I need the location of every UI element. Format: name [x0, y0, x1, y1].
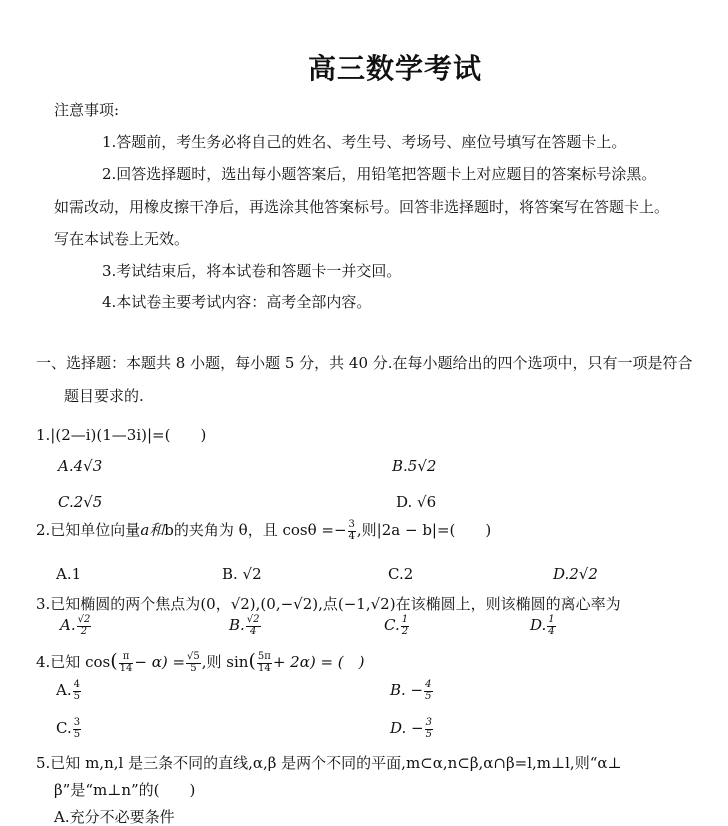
q3-option-c-den: 2 [401, 625, 409, 637]
q4-paren-open-1: ( [110, 650, 118, 672]
notice-item-2-line1: 2.回答选择题时，选出每小题答案后，用铅笔把答题卡上对应题目的答案标号涂黑。 [102, 165, 657, 183]
q4-stem-suffix: + 2α) = ( ) [272, 653, 365, 671]
q2-fraction [348, 520, 356, 542]
q2-option-c: C.2 [388, 565, 414, 583]
q3-option-b-den: 4 [249, 625, 257, 637]
q4-option-d-prefix: D. − [390, 719, 424, 737]
exam-title: 高三数学考试 [307, 52, 482, 85]
q4-fraction-3-den: 14 [257, 662, 271, 674]
q4-option-a-fraction [73, 680, 81, 702]
q4-option-a [56, 680, 82, 702]
q4-option-d-fraction [425, 718, 433, 740]
q5-option-a: A.充分不必要条件 [54, 808, 175, 826]
q4-fraction-2-num: √5 [187, 651, 200, 662]
q3-option-b-num: √2 [246, 614, 260, 625]
section-1-heading: 一、选择题：本题共 8 小题，每小题 5 分，共 40 分.在每小题给出的四个选项中，只有一项是符合 [36, 354, 693, 372]
q4-option-b [390, 680, 434, 702]
q2-fraction-den: 4 [348, 530, 355, 542]
q3-option-a-fraction [77, 615, 92, 637]
q3-option-a [60, 615, 92, 637]
q3-option-b [229, 615, 262, 637]
q4-fraction-1-num: π [119, 652, 134, 664]
q4-stem [36, 650, 365, 674]
q4-option-c [56, 718, 82, 740]
q3-option-c-prefix: C. [384, 616, 400, 634]
notice-item-4: 4.本试卷主要考试内容：高考全部内容。 [102, 293, 372, 311]
notice-item-2-line2: 如需改动，用橡皮擦干净后，再选涂其他答案标号。回答非选择题时，将答案写在答题卡上。 [54, 198, 670, 216]
q3-option-d-prefix: D. [530, 616, 547, 634]
q3-option-b-prefix: B. [229, 616, 245, 634]
q4-stem-mid2: ,则 sin [201, 653, 249, 671]
q3-option-a-den: 2 [80, 625, 88, 637]
q4-fraction-1-den: 14 [119, 662, 133, 674]
q2-vector-a: a [140, 521, 150, 539]
q3-option-b-fraction [246, 615, 261, 637]
q2-option-b: B. √2 [222, 565, 262, 583]
q1-option-b: B.5√2 [392, 457, 437, 475]
q4-option-c-den: 5 [73, 728, 81, 740]
q4-fraction-2 [186, 652, 201, 674]
q4-fraction-3 [257, 652, 272, 674]
q2-option-d: D.2√2 [553, 565, 598, 583]
q4-option-b-fraction [424, 680, 432, 702]
q4-option-b-den: 5 [425, 690, 432, 702]
q3-option-c [384, 615, 410, 637]
notice-item-3: 3.考试结束后，将本试卷和答题卡一并交回。 [102, 262, 402, 280]
q4-option-c-fraction [73, 718, 81, 740]
q3-option-d-num: 1 [548, 614, 555, 625]
q5-stem-line2: β”是“m⊥n”的( ) [54, 781, 196, 799]
q4-option-d-den: 5 [425, 728, 432, 740]
q3-option-c-fraction [401, 615, 409, 637]
q1-stem: 1.|(2—i)(1—3i)|=( ) [36, 426, 207, 444]
q1-option-a: A.4√3 [58, 457, 103, 475]
q4-paren-open-2: ( [248, 650, 256, 672]
q1-option-c: C.2√5 [58, 493, 103, 511]
q4-fraction-3-num: 5π [257, 651, 271, 662]
q4-fraction-1 [119, 652, 134, 674]
q5-stem-line1: 5.已知 m,n,l 是三条不同的直线,α,β 是两个不同的平面,m⊂α,n⊂β,α∩β=l,m⊥l,则“α⊥ [36, 754, 622, 772]
q2-vector-b: b [164, 521, 174, 539]
q3-option-a-num: √2 [77, 614, 91, 625]
section-1-heading-line2: 题目要求的. [64, 387, 144, 405]
q4-option-d-num: 3 [425, 717, 432, 728]
q2-stem-prefix: 2.已知单位向量 [36, 521, 141, 539]
q3-option-d-den: 4 [548, 625, 555, 637]
q4-option-c-num: 3 [73, 717, 81, 728]
q2-stem-mid: 的夹角为 θ，且 cosθ =− [173, 521, 347, 539]
q3-option-a-prefix: A. [60, 616, 76, 634]
q3-option-d-fraction [547, 615, 555, 637]
q4-option-c-prefix: C. [56, 719, 72, 737]
notice-heading: 注意事项: [54, 101, 120, 119]
q4-option-a-prefix: A. [56, 681, 72, 699]
q3-option-d [530, 615, 557, 637]
notice-item-2-line3: 写在本试卷上无效。 [54, 230, 190, 248]
q3-stem: 3.已知椭圆的两个焦点为(0，√2),(0,−√2),点(−1,√2)在该椭圆上，则该椭圆的离心率为 [36, 595, 621, 613]
q4-fraction-2-den: 5 [190, 662, 197, 674]
q4-option-b-prefix: B. − [390, 681, 424, 699]
q2-option-a: A.1 [56, 565, 82, 583]
q2-stem-and: 和 [149, 521, 165, 539]
q4-option-b-num: 4 [425, 679, 432, 690]
q4-stem-prefix: 4.已知 cos [36, 653, 111, 671]
q4-option-a-den: 5 [73, 690, 80, 702]
q1-option-d: D. √6 [396, 493, 437, 511]
q4-stem-mid1: − α) = [134, 653, 186, 671]
q4-option-a-num: 4 [73, 679, 80, 690]
q2-stem-suffix: ,则|2a − b|=( ) [356, 521, 492, 539]
q4-option-d [390, 718, 434, 740]
q2-stem [36, 520, 491, 542]
notice-item-1: 1.答题前，考生务必将自己的姓名、考生号、考场号、座位号填写在答题卡上。 [102, 133, 627, 151]
q3-option-c-num: 1 [401, 614, 409, 625]
q2-fraction-num: 3 [348, 519, 355, 530]
